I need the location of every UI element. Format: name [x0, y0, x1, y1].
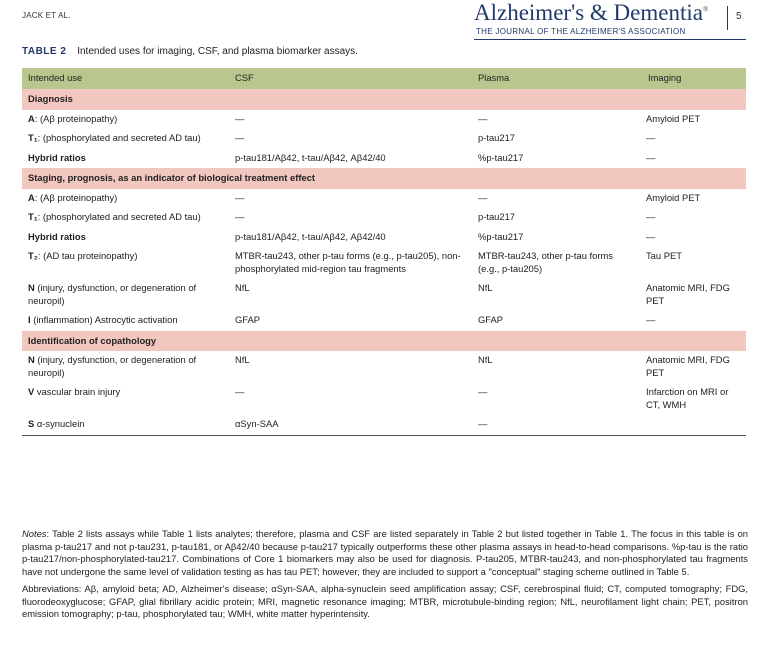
intended-use-cell: [22, 189, 229, 209]
plasma-cell: —: [472, 415, 642, 435]
imaging-cell: —: [646, 230, 656, 242]
marker-letter: N: [28, 282, 35, 293]
journal-subtitle: THE JOURNAL OF THE ALZHEIMER'S ASSOCIATION: [476, 27, 686, 36]
column-header: Imaging: [642, 68, 746, 89]
abbreviations-paragraph: Abbreviations: Aβ, amyloid beta; AD, Alzheimer's disease; αSyn-SAA, alpha-synuclein seed amplification assay; CSF, cerebrospinal fluid; CT, computed tomography; FDG, fluorodeoxyglucose; GFAP, glial fibrillary acidic protein; MRI, magnetic resonance imaging; MTBR, microtubule-binding region; NfL, neurofilament light chain; PET, positron emission tomography; p-tau, phosphorylated tau; WMH, white matter hyperintensity.: [22, 582, 748, 620]
running-head: JACK ET AL.: [22, 11, 71, 20]
section-title: Diagnosis: [22, 89, 746, 110]
marker-letter: A: [28, 112, 35, 124]
marker-letter: Hybrid ratios: [28, 230, 86, 242]
biomarker-table-container: [22, 68, 746, 436]
table-row: [22, 110, 746, 130]
csf-cell: —: [235, 112, 245, 124]
marker-letter: Hybrid ratios: [28, 151, 86, 163]
imaging-cell: Anatomic MRI, FDG PET: [646, 354, 730, 378]
csf-cell: GFAP: [235, 314, 261, 325]
table-row: [22, 189, 746, 209]
marker-description: : (AD tau proteinopathy): [37, 250, 138, 261]
header-divider: [727, 6, 728, 30]
table-row: [22, 129, 746, 149]
column-header: Plasma: [472, 68, 642, 89]
intended-use-cell: [22, 383, 229, 415]
plasma-cell: NfL: [478, 354, 493, 365]
journal-name: Alzheimer's & Dementia®: [474, 0, 709, 25]
table-row: [22, 149, 746, 169]
plasma-cell: p-tau217: [478, 132, 516, 143]
imaging-cell: Infarction on MRI or CT, WMH: [646, 386, 729, 410]
csf-cell: αSyn-SAA: [229, 415, 472, 435]
csf-cell: —: [235, 386, 245, 397]
table-row: [22, 247, 746, 279]
plasma-cell: NfL: [478, 282, 493, 293]
table-row: [22, 351, 746, 383]
marker-description: (injury, dysfunction, or degeneration of neuropil): [28, 354, 197, 378]
plasma-cell: %p-tau217: [478, 151, 524, 163]
marker-description: vascular brain injury: [34, 386, 121, 397]
intended-use-cell: [22, 311, 229, 331]
table-row: [22, 208, 746, 228]
csf-cell: —: [235, 211, 245, 222]
intended-use-cell: [22, 110, 229, 130]
table-row: [22, 279, 746, 311]
journal-name-text: Alzheimer's & Dementia: [474, 0, 703, 25]
notes-paragraph: [22, 528, 748, 579]
section-title: Staging, prognosis, as an indicator of biological treatment effect: [22, 168, 746, 189]
imaging-cell: Amyloid PET: [646, 191, 701, 203]
plasma-cell: —: [478, 112, 488, 124]
column-header: Intended use: [22, 68, 229, 89]
marker-description: (injury, dysfunction, or degeneration of neuropil): [28, 282, 197, 306]
intended-use-cell: [22, 415, 229, 435]
csf-cell: p-tau181/Aβ42, t-tau/Aβ42, Aβ42/40: [235, 151, 386, 163]
section-row: [22, 168, 746, 189]
intended-use-cell: [22, 279, 229, 311]
table-body: [22, 89, 746, 435]
table-row: [22, 311, 746, 331]
plasma-cell: GFAP: [478, 314, 504, 325]
marker-letter: A: [28, 191, 35, 203]
imaging-cell: —: [646, 151, 656, 163]
marker-letter: S: [28, 418, 35, 429]
plasma-cell: MTBR-tau243, other p-tau forms (e.g., p-tau205): [478, 250, 613, 274]
csf-cell: p-tau181/Aβ42, t-tau/Aβ42, Aβ42/40: [235, 230, 386, 242]
table-caption: [22, 46, 358, 57]
intended-use-cell: [22, 129, 229, 149]
table-notes: [22, 528, 748, 625]
column-header: CSF: [229, 68, 472, 89]
section-row: [22, 89, 746, 110]
imaging-cell: Tau PET: [646, 250, 682, 261]
imaging-cell: Amyloid PET: [646, 112, 701, 124]
marker-description: : (Aβ proteinopathy): [34, 191, 118, 203]
intended-use-cell: [22, 247, 229, 279]
marker-description: : (Aβ proteinopathy): [34, 112, 118, 124]
imaging-cell: —: [646, 314, 656, 325]
csf-cell: NfL: [235, 354, 250, 365]
plasma-cell: p-tau217: [478, 211, 516, 222]
table-label: TABLE 2: [22, 46, 67, 57]
notes-label: Notes: [22, 528, 47, 539]
table-row: [22, 383, 746, 415]
table-row: [22, 415, 746, 435]
intended-use-cell: [22, 351, 229, 383]
marker-description: (inflammation) Astrocytic activation: [30, 314, 178, 325]
marker-letter: T₁: [28, 211, 38, 222]
marker-letter: T₁: [28, 132, 38, 143]
header-rule: [474, 39, 746, 40]
table-caption-text: Intended uses for imaging, CSF, and plasma biomarker assays.: [77, 46, 358, 57]
plasma-cell: —: [478, 191, 488, 203]
section-title: Identification of copathology: [22, 331, 746, 352]
plasma-cell: %p-tau217: [478, 230, 524, 242]
page-number: 5: [736, 11, 742, 22]
imaging-cell: Anatomic MRI, FDG PET: [646, 282, 730, 306]
intended-use-cell: [22, 228, 229, 248]
marker-letter: V: [28, 386, 35, 397]
marker-letter: I: [28, 314, 31, 325]
table-row: [22, 228, 746, 248]
csf-cell: —: [235, 191, 245, 203]
csf-cell: MTBR-tau243, other p-tau forms (e.g., p-tau205), non-phosphorylated mid-region tau fragments: [235, 250, 461, 274]
biomarker-table: [22, 68, 746, 436]
csf-cell: NfL: [235, 282, 250, 293]
marker-description: : (phosphorylated and secreted AD tau): [37, 132, 201, 143]
imaging-cell: [642, 415, 746, 435]
table-header-row: [22, 68, 746, 89]
marker-description: : (phosphorylated and secreted AD tau): [37, 211, 201, 222]
marker-letter: T₂: [28, 250, 38, 261]
section-row: [22, 331, 746, 352]
marker-letter: N: [28, 354, 35, 365]
marker-description: α-synuclein: [34, 418, 85, 429]
plasma-cell: —: [478, 386, 488, 397]
notes-text: : Table 2 lists assays while Table 1 lists analytes; therefore, plasma and CSF are listed separately in Table 2 but listed together in Table 1. The focus in this table is on plasma p-tau217 and not p-tau231, p-tau181, or Aβ42/40 because p-tau217 typically outperforms these other plasma assays in head-to-head comparisons. %p-tau is the ratio p-tau217/non-phosphorylated-tau217. Combinations of Core 1 biomarkers may also be used for diagnosis. P-tau205, MTBR-tau243, and non-phosphorylated tau fragments have not undergone the same level of validation testing as has tau PET; however, they are included to support a "conceptual" staging scheme outlined in Table 5.: [22, 528, 748, 578]
intended-use-cell: [22, 208, 229, 228]
imaging-cell: —: [646, 211, 656, 222]
imaging-cell: —: [646, 132, 656, 143]
csf-cell: —: [235, 132, 245, 143]
intended-use-cell: [22, 149, 229, 169]
